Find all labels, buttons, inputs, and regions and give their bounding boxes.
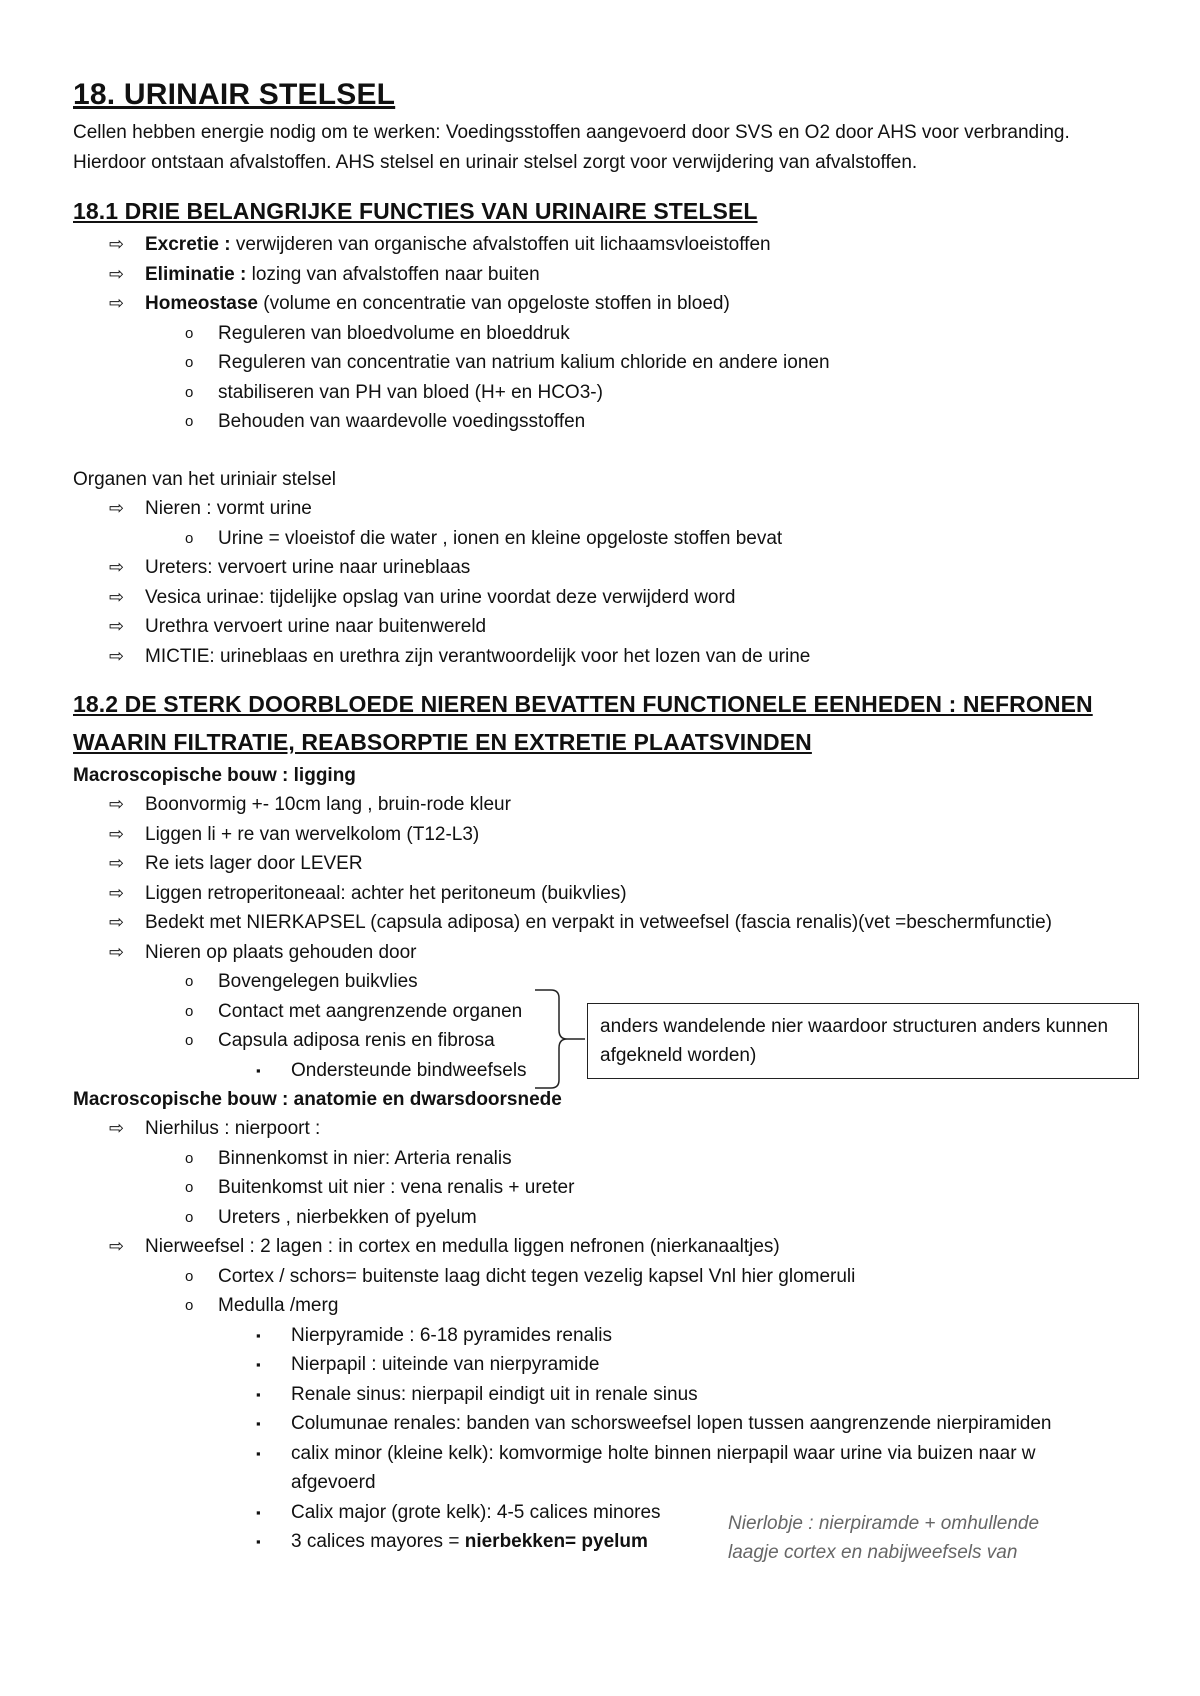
circle-bullet-icon: o xyxy=(185,1149,194,1167)
list-item: ⇨ Nieren : vormt urine xyxy=(73,494,1143,524)
list-item: o stabiliseren van PH van bloed (H+ en HCO3-) xyxy=(73,378,1143,408)
square-bullet-icon: ▪ xyxy=(256,1062,261,1078)
list-item: ⇨ Bedekt met NIERKAPSEL (capsula adiposa) en verpakt in vetweefsel (fascia renalis)(vet =beschermfunctie) xyxy=(73,908,1143,938)
circle-bullet-icon: o xyxy=(185,1267,194,1285)
list-item: ⇨ Boonvormig +- 10cm lang , bruin-rode kleur xyxy=(73,790,1143,820)
circle-bullet-icon: o xyxy=(185,413,194,430)
intro-paragraph: Cellen hebben energie nodig om te werken: Voedingsstoffen aangevoerd door SVS en O2 door AHS voor verbranding. Hierdoor ontstaan afvalstoffen. AHS stelsel en urinair stelsel zorgt voor verwijdering van afvalstoffen. xyxy=(73,122,1070,173)
function-item: ⇨ Excretie : verwijderen van organische afvalstoffen uit lichaamsvloeistoffen xyxy=(73,230,1143,260)
circle-bullet-icon: o xyxy=(185,1208,194,1226)
list-item: ⇨ Ureters: vervoert urine naar urineblaas xyxy=(73,553,1143,583)
arrow-icon: ⇨ xyxy=(109,293,125,313)
list-item: o Bovengelegen buikvlies xyxy=(73,967,1143,997)
brace-connector-icon xyxy=(533,988,589,1090)
circle-bullet-icon: o xyxy=(185,383,194,401)
list-item-continuation: afgevoerd xyxy=(291,1472,376,1493)
side-note: Nierlobje : nierpiramde + omhullende laagje cortex en nabijweefsels van xyxy=(728,1513,1040,1563)
circle-bullet-icon: o xyxy=(185,1297,194,1314)
anatomie-subheading: Macroscopische bouw : anatomie en dwarsdoorsnede xyxy=(73,1089,562,1110)
list-item: o Ureters , nierbekken of pyelum xyxy=(73,1203,1143,1233)
list-item: o Urine = vloeistof die water , ionen en kleine opgeloste stoffen bevat xyxy=(73,524,1143,554)
list-item: o Behouden van waardevolle voedingsstoffen xyxy=(73,407,1143,437)
circle-bullet-icon: o xyxy=(185,529,194,547)
list-item: o Medulla /merg xyxy=(73,1291,1143,1321)
circle-bullet-icon: o xyxy=(185,1032,194,1049)
section-1-heading: 18.1 DRIE BELANGRIJKE FUNCTIES VAN URINAIRE STELSEL xyxy=(73,198,758,224)
list-item: o Contact met aangrenzende organen xyxy=(73,997,1143,1027)
list-item: ⇨ MICTIE: urineblaas en urethra zijn verantwoordelijk voor het lozen van de urine xyxy=(73,642,1143,672)
page-title: 18. URINAIR STELSEL xyxy=(73,78,396,111)
list-item: o Cortex / schors= buitenste laag dicht tegen vezelig kapsel Vnl hier glomeruli xyxy=(73,1262,1143,1292)
note-box: anders wandelende nier waardoor structuren anders kunnen afgekneld worden) xyxy=(587,1003,1139,1079)
square-bullet-icon: ▪ xyxy=(256,1416,261,1431)
arrow-icon: ⇨ xyxy=(109,912,125,932)
list-item: ▪ Ondersteunde bindweefsels xyxy=(73,1056,1143,1086)
arrow-icon: ⇨ xyxy=(109,882,125,903)
list-item: o Reguleren van bloedvolume en bloeddruk xyxy=(73,319,1143,349)
arrow-icon: ⇨ xyxy=(109,1236,125,1256)
list-item: ▪ 3 calices mayores = nierbekken= pyelum xyxy=(73,1527,1143,1557)
list-item: o Binnenkomst in nier: Arteria renalis xyxy=(73,1144,1143,1174)
arrow-icon: ⇨ xyxy=(109,586,125,607)
arrow-icon: ⇨ xyxy=(109,1118,125,1138)
circle-bullet-icon: o xyxy=(185,1002,194,1020)
circle-bullet-icon: o xyxy=(185,354,194,371)
circle-bullet-icon: o xyxy=(185,1179,194,1196)
list-item: ⇨ Vesica urinae: tijdelijke opslag van urine voordat deze verwijderd word xyxy=(73,583,1143,613)
arrow-icon: ⇨ xyxy=(109,557,125,577)
list-item: ▪ Nierpyramide : 6-18 pyramides renalis xyxy=(73,1321,1143,1351)
list-item: ▪ Calix major (grote kelk): 4-5 calices minores xyxy=(73,1498,1143,1528)
square-bullet-icon: ▪ xyxy=(256,1504,261,1520)
square-bullet-icon: ▪ xyxy=(256,1386,261,1402)
circle-bullet-icon: o xyxy=(185,973,194,990)
arrow-icon: ⇨ xyxy=(109,616,125,636)
arrow-icon: ⇨ xyxy=(109,823,125,844)
section-2-heading: 18.2 DE STERK DOORBLOEDE NIEREN BEVATTEN FUNCTIONELE EENHEDEN : NEFRONEN WAARIN FILTRATIE, REABSORPTIE EN EXTRETIE PLAATSVINDEN xyxy=(73,691,1093,755)
list-item: o Capsula adiposa renis en fibrosa xyxy=(73,1026,1143,1056)
arrow-icon: ⇨ xyxy=(109,794,125,814)
arrow-icon: ⇨ xyxy=(109,234,125,254)
square-bullet-icon: ▪ xyxy=(256,1327,261,1343)
list-item: ⇨ Nierweefsel : 2 lagen : in cortex en medulla liggen nefronen (nierkanaaltjes) xyxy=(73,1232,1143,1262)
list-item: ⇨ Nierhilus : nierpoort : xyxy=(73,1114,1143,1144)
arrow-icon: ⇨ xyxy=(109,263,125,284)
list-item: ▪ Columunae renales: banden van schorsweefsel lopen tussen aangrenzende nierpiramiden xyxy=(73,1409,1143,1439)
organs-title: Organen van het uriniair stelsel xyxy=(73,468,336,490)
list-item: ⇨ Nieren op plaats gehouden door xyxy=(73,938,1143,968)
list-item: ▪ calix minor (kleine kelk): komvormige holte binnen nierpapil waar urine via buizen naar w xyxy=(73,1439,1143,1469)
ligging-subheading: Macroscopische bouw : ligging xyxy=(73,765,356,786)
document-page xyxy=(73,78,1143,1557)
list-item: ⇨ Liggen retroperitoneaal: achter het peritoneum (buikvlies) xyxy=(73,879,1143,909)
arrow-icon: ⇨ xyxy=(109,941,125,962)
list-item: ⇨ Re iets lager door LEVER xyxy=(73,849,1143,879)
arrow-icon: ⇨ xyxy=(109,498,125,518)
arrow-icon: ⇨ xyxy=(109,853,125,873)
circle-bullet-icon: o xyxy=(185,324,194,342)
square-bullet-icon: ▪ xyxy=(256,1534,261,1549)
square-bullet-icon: ▪ xyxy=(256,1445,261,1461)
list-item: o Buitenkomst uit nier : vena renalis + ureter xyxy=(73,1173,1143,1203)
square-bullet-icon: ▪ xyxy=(256,1357,261,1372)
list-item: o Reguleren van concentratie van natrium kalium chloride en andere ionen xyxy=(73,348,1143,378)
function-item: ⇨ Homeostase (volume en concentratie van opgeloste stoffen in bloed) xyxy=(73,289,1143,319)
arrow-icon: ⇨ xyxy=(109,645,125,666)
list-item: ⇨ Urethra vervoert urine naar buitenwereld xyxy=(73,612,1143,642)
list-item: ▪ Renale sinus: nierpapil eindigt uit in renale sinus xyxy=(73,1380,1143,1410)
list-item: ⇨ Liggen li + re van wervelkolom (T12-L3) xyxy=(73,820,1143,850)
list-item: ▪ Nierpapil : uiteinde van nierpyramide xyxy=(73,1350,1143,1380)
function-item: ⇨ Eliminatie : lozing van afvalstoffen naar buiten xyxy=(73,260,1143,290)
